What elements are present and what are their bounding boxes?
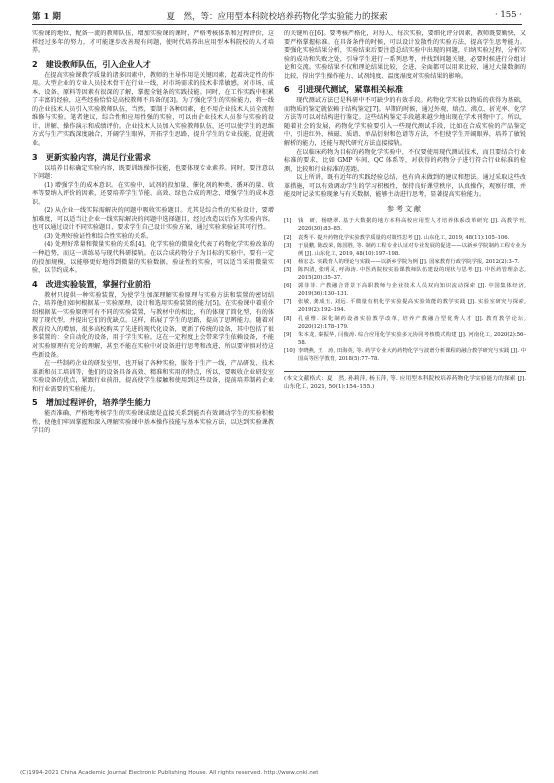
list-item: (2) 从企业一线实际需解决的问题中吸收实验题目。尤其是综合性的实验设计，要增加难度，可以适当让企业一线实际解决的问题中选择题目，经过改造以后作为实验内容。也可以通过设计不同实验题目，要求学生自己设计实验方案，通过实验来验证其可行性。: [32, 207, 274, 232]
reference-text: 于晨鹏, 陈改荣, 陈国胜, 等. 制药工程专业认证对专业发展的促进——以新乡学院制药工程专业为例 [J]. 山东化工, 2019, 48(10):197–198.: [298, 242, 526, 257]
section-heading: 2 建设教师队伍，引入企业人才: [32, 58, 151, 69]
reference-text: 袁秀平. 提升药物化学实验教学质量的对策性思考 [J]. 山东化工, 2019, 48(11):105–106.: [298, 234, 510, 241]
list-item: (1) 增强学生的成本意识。在实验中，试剂的投加量、催化剂的种类、循环的量、收率等要纳入评价的因素，还要培养学生节能、高效、绿色合成的理念，增强学生的成本意识。: [32, 181, 274, 206]
reference-text: 李晓燕, 王 涛, 田海英, 等. 药学专业大药药物化学与波谱分析课程的融合教学研究与实践 [J]. 中国高等医学教育, 2018(5):77–78.: [298, 347, 526, 362]
paragraph: 在一些制药企业的研发室里，也开展了各种实验，服务于生产一线，产品研发、技术革新和员工培训等，他们的设备具备高效、精准和实用的特点，所以，要吸收企业研发室实验设备的优点，紧跟行业前沿，提高使学生接触和使用到这些设备，提前培养制药企业和行业需要的实验能力。: [32, 360, 274, 393]
reference-text: 陈四清, 张明灵, 呼海涛. 中医药院校实验课教师队伍建设的现状与思考 [J]. 中医药管理杂志, 2015(20):35–37.: [298, 266, 526, 282]
reference-text: 杨宏志. 实践育人的理论与实践——以新乡学院为例 [J]. 国家教育行政学院学报, 2012(2):3–7.: [298, 258, 520, 265]
page-number: · 155 ·: [494, 10, 522, 20]
paragraph: 实验课的地位，配备一流的教师队伍，增加实验课的课时，严格考核体系和过程评价，这样经过多年的努力，才可能逐步改善现有问题，使时代培养出应用型本科院校的人才培养。: [32, 30, 274, 55]
citation-format-note: (本文文献格式：夏 然, 孙莉萍, 杨玉萍, 等. 应用型本科院校培养药物化学实验能力的探索 [J]. 山东化工, 2021, 50(1):154–155.): [284, 371, 526, 391]
reference-text: 朱本龙, 秦振华, 闫俊涛. 综合应用化学实验多元协同考核模式构建 [J]. 河南化工, 2020(2):56–58.: [298, 331, 526, 346]
running-title: 夏 然，等：应用型本科院校培养药物化学实验能力的探索: [166, 12, 388, 22]
left-column: [32, 30, 274, 743]
reference-number: [8]: [284, 315, 292, 322]
reference-text: 孔重惟. 深化制药设备实验教学改革, 培养产教融合型优秀人才 [J]. 教育教学论坛, 2020(12):178–179.: [298, 315, 526, 330]
paragraph: 教材只提供一种实验装置，为使学生加深理解实验原理与实验方法和装置的密切结合，培养他们如何根据某一实验原理，设计和选用实验装置的能力[5]。在实验课中着重介绍根据某一实验原理可有不同的实验装置，与教材中的相比，有的体现了简化型，有的体现了现代型，并提出它们的优缺点。这样，拓展了学生的思路，提高了思辨能力。随着对教育投入的增加，很多高校购买了先进的现代化设备，更新了传统的设备，其中包括了很多装置的：全自动化的设备，用于学生实验。这在一定程度上会带来学生依赖设备，不能对实验原理有充分的理解，甚至不能在实验中对设备进行思考和改进，所以要审慎对待这些新设备。: [32, 291, 274, 359]
reference-text: 钱 研，杨晓翠. 基于大数据的地方本科高校应用型人才培养体系改革研究 [J]. 高教学刊, 2020(30):83–85.: [298, 218, 526, 233]
paragraph: 以培养目标确定实验内容，既要训练操作技能，也要体现专业素养。同时，要注意以下问题：: [32, 164, 274, 181]
reference-item: [284, 234, 526, 242]
reference-text: 张敏, 龚成玉, 刘远. 平微量有机化学实验提高实验效能的教学实践 [J]. 实验室研究与探索, 2019(2):192–194.: [298, 299, 526, 314]
reference-item: [284, 282, 526, 298]
references-heading: 参考文献: [387, 204, 423, 213]
paragraph: 以上所讲，既有近年的实践经验总结，也有尚未做到的建议和想法。通过采取这些改革措施，可以有效调动学生的学习积极性，保持良好课堂秩序，认真操作，观察仔细，并能及时记录实验现象与有关数据，能够主动进行思考，显著提高实验能力。: [284, 174, 526, 199]
reference-number: [7]: [284, 299, 292, 306]
reference-item: [284, 331, 526, 347]
right-column: [284, 30, 526, 743]
reference-number: [2]: [284, 234, 292, 241]
reference-item: [284, 242, 526, 258]
reference-item: [284, 347, 526, 363]
section-heading: 3 更新实验内容，满足行业需求: [32, 151, 151, 162]
paragraph: 的关键所在[6]。要考核严格化，对每人、每次实验，要细化评分因素，教师既要勤快，又要严格掌握标准。在具备条件的时候，可以设计发散性的实验方法，提高学生思考能力。要强化实验结果分析，实验结束后要注意总结实验中出现的问题，归纳实验过程，分析实验的成功和失败之处，引导学生进行一系列思考，并找到问题关键，必要时候进行分组讨论和交流。实验结果不仅和理论结果比较，会进、全面都可以用来比较，通过大量数据的比较，得出学生操作能力、试剂纯度、温度湿度对实验结果的影响。: [284, 30, 526, 80]
reference-list: [284, 217, 526, 363]
reference-item: [284, 298, 526, 314]
reference-text: 郭菲菲. 产教融合背景下高职教师与企业技术人员双向知识流动探索 [J]. 中国集体经济, 2019(36):130–131.: [298, 283, 526, 298]
reference-number: [5]: [284, 266, 292, 273]
reference-number: [3]: [284, 242, 292, 249]
list-item: (3) 处理好验证性和综合性实验的关系。: [44, 232, 153, 240]
reference-number: [4]: [284, 258, 292, 265]
reference-number: [9]: [284, 331, 292, 338]
reference-item: [284, 266, 526, 282]
reference-item: [284, 258, 526, 266]
reference-item: [284, 217, 526, 233]
reference-number: [10]: [284, 347, 295, 354]
section-heading: 6 引进现代测试，紧靠相关标准: [284, 84, 403, 95]
paragraph: 现代测试方法已是科研中不可缺少的有效手段。药物化学实验以物质的获得为基础，而物质的鉴定就依赖于结构鉴定[7]。早期的时候，通过外观、熔点、沸点、折光率、化学方法等可以对结构进行鉴定。这些结构鉴定手段越来越少地出现在学术刊物中了。所以，随着社会的发展，药物化学实验要引入一些现代测试手段，比如在合成实验的产品鉴定中，引进红外、核磁、质谱、单晶衍射和色谱等方法，不但使学生开阔眼界，培养了敏锐解析的能力，还能与现代研究方法直接接轨。: [284, 97, 526, 148]
reference-number: [1]: [284, 218, 292, 225]
paragraph: 在提高实验课教学质量的诸多因素中，教师的主导作用是关键因素，起着决定性的作用。大型企业的专业人员技术骨干在行业一线，对市场需求的技术非常敏感，对市场、成本、设备、原料等因素有很深的了解，掌握全链条的实践技能。同时，在工作实践中积累了丰富的经验，这些经验恰恰是高校教师不具备的[3]。为了强化学生的实验能力，将一线的企业技术人员引入实验教师队伍，当然，要制于各种因素，也不用企业技术人员全流程维修与实验。笔者建议，综合性和应用性强的实验，可以由企业技术人员参与实验的设计、讲解、操作演示和成绩评价。企业技术人员加入实验教师队伍，还可以使学生的思维方式与生产实践深度融合，开阔学生眼界，开拓学生思路，提升学生的专业技能，促进就业。: [32, 71, 274, 148]
issue-label: 第 1 期: [32, 12, 61, 22]
section-heading: 4 改进实验装置，掌握行业前沿: [32, 278, 151, 289]
reference-number: [6]: [284, 283, 292, 290]
running-header: [32, 8, 522, 25]
list-item: (4) 处理好常量和微量实验的关系[4]。化学实验的微量化代表了药物化学实验改革的一种趋势，而这一训练易与现代科研接轨。在以合成药物分子为目标的实验中，要有一定的投加规模，以能够更好地得到微量的实验数据，验证性的实验，可以适当采用微量实验，以节约成本。: [32, 241, 274, 275]
reference-item: [284, 315, 526, 331]
section-heading: 5 增加过程评价，培养学生能力: [32, 397, 151, 408]
paragraph: 在以临床药物为目标的药物化学实验中，不仅要使用现代测试技术，而且要结合行业标准的要求，比如 GMP 车间、QC 体系等，对获得的药物分子进行符合行业标准的检测，比较和行业标准的差距。: [284, 148, 526, 173]
paragraph: 能否准确、严格地考核学生的实验课成绩是直接关系到能否有效调动学生的实验积极性，使他们牢固掌握和深入理解实验课中基本操作技能与基本实验方法，以达到实验课教学目的: [32, 410, 274, 435]
copyright-footer: (C)1994-2021 China Academic Journal Electronic Publishing House. All rights reserved. http://www.cnki.net: [20, 770, 319, 776]
